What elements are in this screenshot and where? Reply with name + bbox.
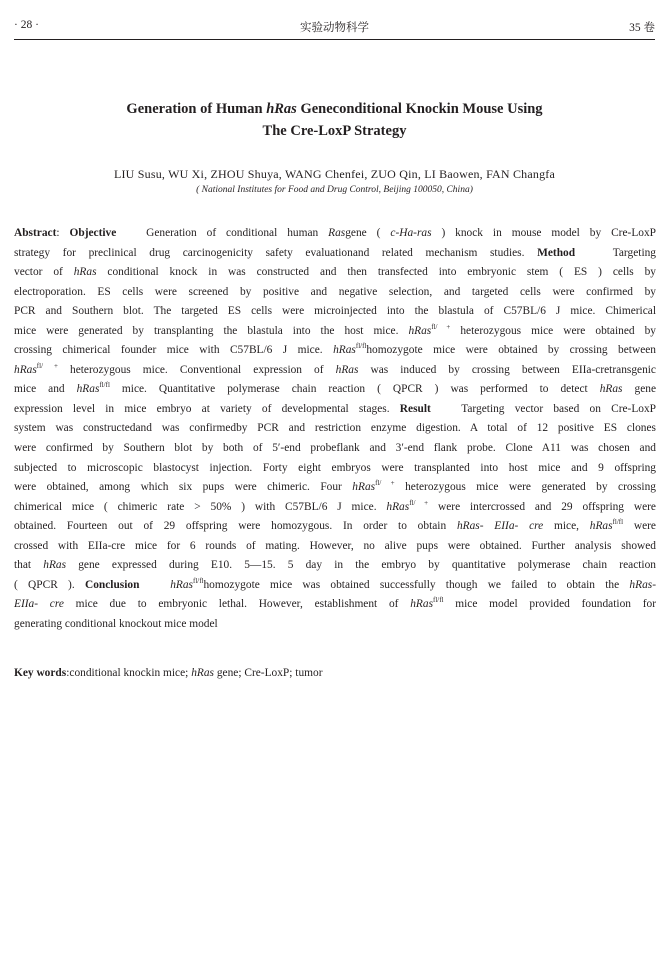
volume-number: 35 卷 [629,22,655,34]
abstract-line: mice and hRas$^{fl/fl}$ mice. Quantitative polymerase chain reaction ( QPCR ) was performed to detect hRas gene [14,381,657,396]
abstract-line: that hRas gene expressed during E10. 5—15. 5 day in the embryo by quantitative polymerase chain reaction [14,559,656,572]
running-header [14,19,655,35]
abstract-line: strategy for preclinical drug carcinogenicity safety evaluationand related mechanism studies. Method Targeting [14,246,656,259]
abstract-line: electroporation. ES cells were screened by positive and negative selection, and targeted cells were confirmed by [14,285,656,298]
abstract-line: generating conditional knockout mice model [14,617,218,630]
abstract-line: expression level in mice embryo at variety of developmental stages. Result Targeting vector based on Cre-LoxP [14,402,657,415]
article-title: Generation of Human hRas Geneconditional Knockin Mouse Using The Cre-LoxP Strategy [126,101,543,139]
header-rule [14,39,655,40]
abstract-label: Abstract [14,227,57,239]
abstract-line: were obtained, among which six pups were chimeric. Four hRas$^{fl/ +}$ heterozygous mice were generated by crossing [14,479,656,494]
abstract-line: ( QPCR ). Conclusion hRas$^{fl/fl}$homozygote mice was obtained successfully though we failed to obtain the hRas- [14,576,656,591]
abstract-line: crossing chimerical founder mice with C57BL/6 J mice. hRas$^{fl/fl}$homozygote mice were obtained by crossing between [14,342,657,357]
abstract-line: vector of hRas conditional knock in was constructed and then transfected into embryonic stem ( ES ) cells by [14,266,656,279]
abstract-line: mice were generated by transplanting the blastula into the host mice. hRas$^{fl/ +}$ heterozygous mice were obtained by [14,322,656,337]
affiliation: ( National Institutes for Food and Drug Control, Beijing 100050, China) [196,185,473,195]
objective-label: Objective [69,227,117,239]
keywords-label: Key words [14,667,67,679]
abstract-line: obtained. Fourteen out of 29 offspring were homozygous. In order to obtain hRas- EIIa- cre mice, hRas$^{fl/fl}$ were [14,518,656,533]
result-label: Result [399,402,431,415]
abstract-line: hRas$^{fl/ +}$ heterozygous mice. Conventional expression of hRas was induced by crossing between EIIa-cretransgenic [14,361,656,376]
abstract-line: EIIa- cre mice due to embryonic lethal. However, establishment of hRas$^{fl/fl}$ mice model provided foundation for [14,596,656,611]
abstract-line: were confirmed by Southern blot by both of 5′-end probeflank and 3′-end flank probe. Clone A11 was chosen and [14,442,656,455]
method-label: Method [537,246,576,259]
abstract-line: crossed with EIIa-cre mice for 6 rounds of mating. However, no alive pups were obtained. Further analysis showed [14,539,656,552]
keywords: Key words:conditional knockin mice; hRas gene; Cre-LoxP; tumor [14,667,323,679]
abstract-line: subjected to microscopic blastocyst injection. Forty eight embryos were transplanted into host mice and 9 offspring [14,461,656,474]
abstract-line: chimerical mice ( chimeric rate > 50% ) with C57BL/6 J mice. hRas$^{fl/ +}$ were intercrossed and 29 offspring were [14,498,656,513]
journal-name: 实验动物科学 [300,22,369,34]
conclusion-label: Conclusion [84,578,140,591]
abstract-line: Abstract: Objective Generation of conditional human Rasgene ( c-Ha-ras ) knock in mouse model by Cre-LoxP [14,227,657,239]
abstract-line: PCR and Southern blot. The targeted ES cells were microinjected into the blastula of C57BL/6 J mice. Chimerical [14,305,656,318]
abstract-line: system was constructedand was confirmedby PCR and restriction enzyme digestion. A total of 12 positive ES clones [14,422,656,435]
author-list: LIU Susu, WU Xi, ZHOU Shuya, WANG Chenfei, ZUO Qin, LI Baowen, FAN Changfa [113,167,556,181]
page-number: · 28 · [14,19,39,31]
abstract [14,224,656,634]
